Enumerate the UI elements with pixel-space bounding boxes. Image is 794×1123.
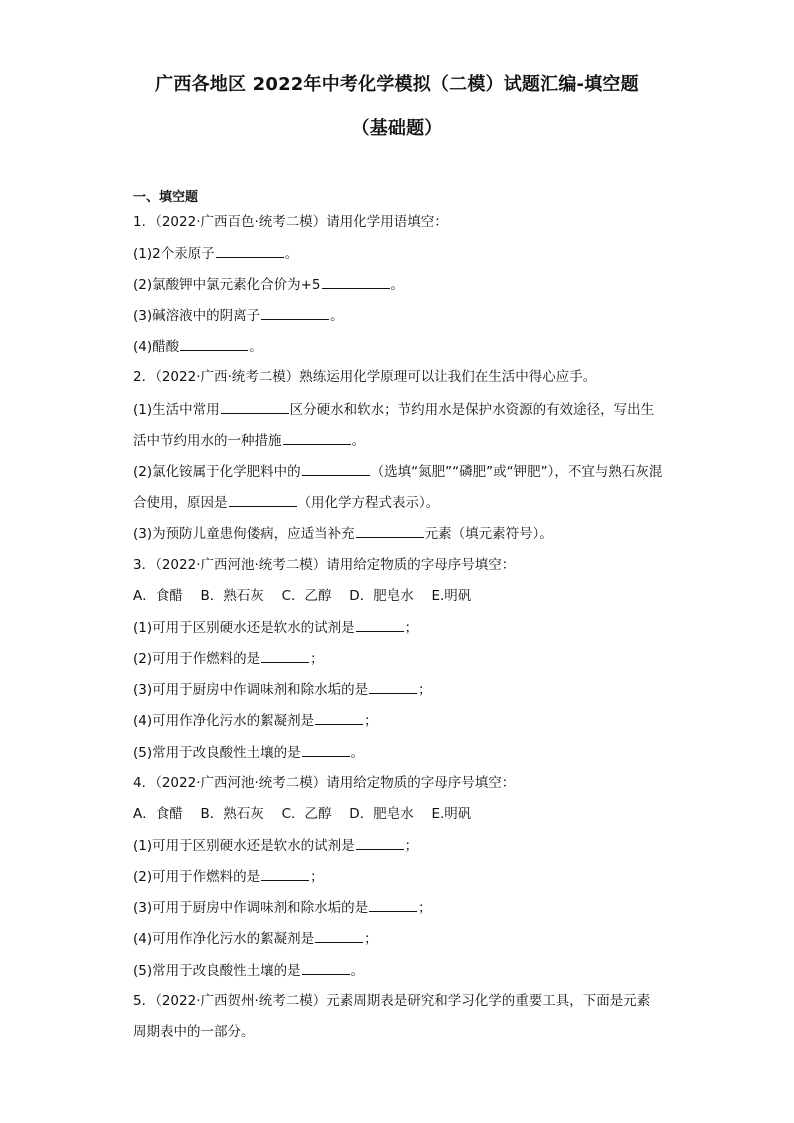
question-4-part-4: (4)可用作净化污水的絮凝剂是 ； [133,931,378,947]
part-text: (3)碱溶液中的阴离子 [133,308,261,324]
question-4-options: A．食醋 B．熟石灰 C．乙醇 D．肥皂水 E.明矾 [133,806,472,822]
answer-blank[interactable] [229,494,297,507]
part-text: (4)醋酸 [133,339,180,355]
question-2-part-1a: (1)生活中常用 区分硬水和软水；节约用水是保护水资源的有效途径，写出生 [133,402,655,418]
question-3-options: A．食醋 B．熟石灰 C．乙醇 D．肥皂水 E.明矾 [133,588,472,604]
question-4-part-3: (3)可用于厨房中作调味剂和除水垢的是 ； [133,900,432,916]
answer-blank[interactable] [302,962,350,975]
question-3-part-1: (1)可用于区别硬水还是软水的试剂是 ； [133,620,419,636]
answer-blank[interactable] [356,525,424,538]
part-text: (2)氯酸钾中氯元素化合价为+5 [133,277,321,293]
question-3-part-4: (4)可用作净化污水的絮凝剂是 ； [133,713,378,729]
answer-blank[interactable] [261,650,309,663]
answer-blank[interactable] [221,401,289,414]
question-3-stem: 3．（2022·广西河池·统考二模）请用给定物质的字母序号填空： [133,557,516,573]
question-3-part-3: (3)可用于厨房中作调味剂和除水垢的是 ； [133,682,432,698]
question-2-part-1b: 活中节约用水的一种措施 。 [133,433,365,449]
question-2-part-2b: 合使用，原因是 （用化学方程式表示）。 [133,495,440,511]
answer-blank[interactable] [283,432,351,445]
answer-blank[interactable] [356,837,404,850]
answer-blank[interactable] [356,619,404,632]
question-1-part-4: (4)醋酸 。 [133,339,263,355]
question-3-part-2: (2)可用于作燃料的是 ； [133,651,324,667]
document-title-line2: （基础题） [351,118,443,139]
answer-blank[interactable] [216,245,284,258]
answer-blank[interactable] [322,276,390,289]
answer-blank[interactable] [315,930,363,943]
answer-blank[interactable] [302,463,370,476]
answer-blank[interactable] [180,338,248,351]
section-heading: 一、填空题 [133,190,199,205]
answer-blank[interactable] [302,744,350,757]
question-4-part-5: (5)常用于改良酸性土壤的是 。 [133,963,365,979]
question-1-part-3: (3)碱溶液中的阴离子 。 [133,308,344,324]
question-1-stem: 1．（2022·广西百色·统考二模）请用化学用语填空： [133,214,448,230]
document-title-line1: 广西各地区 2022年中考化学模拟（二模）试题汇编-填空题 [155,74,639,95]
question-2-part-2a: (2)氯化铵属于化学肥料中的 （选填“氮肥”“磷肥”或“钾肥”），不宜与熟石灰混 [133,464,663,480]
question-4-part-2: (2)可用于作燃料的是 ； [133,869,324,885]
question-5-stem: 5．（2022·广西贺州·统考二模）元素周期表是研究和学习化学的重要工具，下面是元素 [133,993,651,1009]
part-text: (1)2个汞原子 [133,246,215,262]
question-5-stem-continued: 周期表中的一部分。 [133,1024,255,1040]
answer-blank[interactable] [315,712,363,725]
question-4-part-1: (1)可用于区别硬水还是软水的试剂是 ； [133,838,419,854]
answer-blank[interactable] [369,899,417,912]
question-4-stem: 4．（2022·广西河池·统考二模）请用给定物质的字母序号填空： [133,775,516,791]
answer-blank[interactable] [369,681,417,694]
answer-blank[interactable] [261,868,309,881]
question-2-stem: 2．（2022·广西·统考二模）熟练运用化学原理可以让我们在生活中得心应手。 [133,369,597,385]
question-2-part-3: (3)为预防儿童患佝偻病，应适当补充 元素（填元素符号）。 [133,526,553,542]
question-3-part-5: (5)常用于改良酸性土壤的是 。 [133,745,365,761]
question-1-part-2: (2)氯酸钾中氯元素化合价为+5 。 [133,277,405,293]
question-1-part-1: (1)2个汞原子 。 [133,246,299,262]
answer-blank[interactable] [261,307,329,320]
